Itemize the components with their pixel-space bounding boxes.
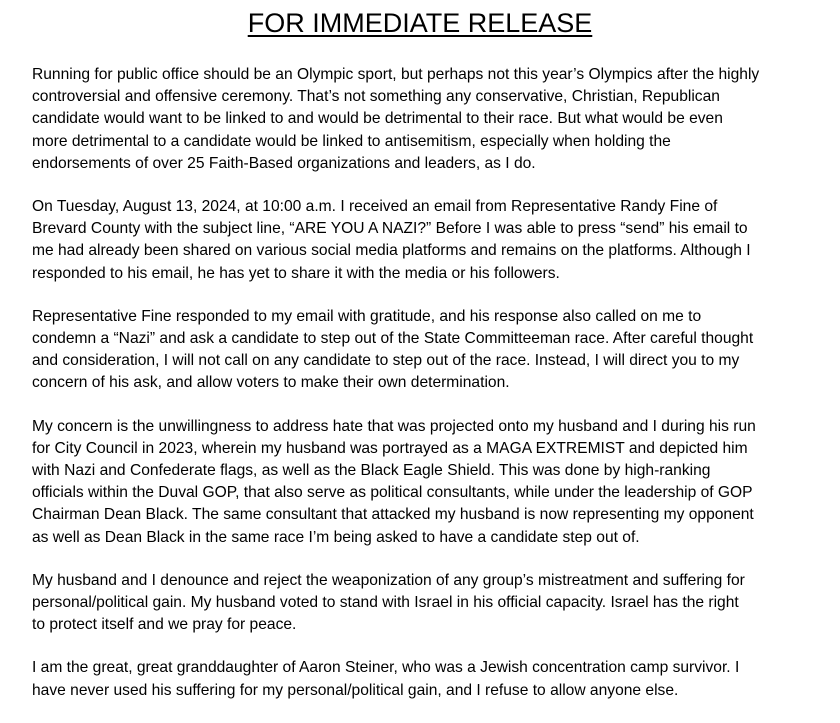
paragraph-line: responded to his email, he has yet to share it with the media or his followers. [32, 264, 560, 282]
document-body [32, 64, 822, 723]
paragraph-line: condemn a “Nazi” and ask a candidate to step out of the State Committeeman race. After careful thought [32, 330, 754, 348]
paragraph-line: have never used his suffering for my personal/political gain, and I refuse to allow anyone else. [32, 681, 679, 699]
paragraph-line: Chairman Dean Black. The same consultant that attacked my husband is now representing my opponent [32, 506, 754, 524]
paragraph-granddaughter [32, 657, 822, 701]
paragraph-olympic-sport [32, 64, 822, 175]
paragraph-line: as well as Dean Black in the same race I’m being asked to have a candidate step out of. [32, 528, 640, 546]
paragraph-line: with Nazi and Confederate flags, as well as the Black Eagle Shield. This was done by high-ranking [32, 462, 711, 480]
paragraph-denounce [32, 570, 822, 637]
paragraph-line: to protect itself and we pray for peace. [32, 616, 297, 634]
paragraph-line: concern of his ask, and allow voters to make their own determination. [32, 374, 510, 392]
paragraph-line: My husband and I denounce and reject the weaponization of any group’s mistreatment and suffering for [32, 571, 745, 589]
paragraph-line: Representative Fine responded to my email with gratitude, and his response also called on me to [32, 307, 702, 325]
paragraph-line: and consideration, I will not call on any candidate to step out of the race. Instead, I will direct you to my [32, 352, 740, 370]
paragraph-line: more detrimental to a candidate would be linked to antisemitism, especially when holding the [32, 132, 671, 150]
paragraph-line: controversial and offensive ceremony. That’s not something any conservative, Christian, Republican [32, 88, 720, 106]
paragraph-line: endorsements of over 25 Faith-Based organizations and leaders, as I do. [32, 154, 536, 172]
paragraph-line: My concern is the unwillingness to address hate that was projected onto my husband and I during his run [32, 417, 756, 435]
paragraph-line: personal/political gain. My husband voted to stand with Israel in his official capacity. Israel has the right [32, 594, 739, 612]
paragraph-fine-response [32, 306, 822, 395]
paragraph-line: Brevard County with the subject line, “ARE YOU A NAZI?” Before I was able to press “send” his email to [32, 220, 748, 238]
paragraph-line: candidate would want to be linked to and would be detrimental to their race. But what would be even [32, 110, 723, 128]
document-title: FOR IMMEDIATE RELEASE [247, 8, 593, 38]
paragraph-line: Running for public office should be an Olympic sport, but perhaps not this year’s Olympics after the highly [32, 66, 760, 83]
paragraph-line: I am the great, great granddaughter of Aaron Steiner, who was a Jewish concentration camp survivor. I [32, 659, 740, 677]
paragraph-email-received [32, 196, 822, 285]
paragraph-line: officials within the Duval GOP, that also serve as political consultants, while under the leadership of GOP [32, 484, 753, 502]
paragraph-line: On Tuesday, August 13, 2024, at 10:00 a.m. I received an email from Representative Randy Fine of [32, 198, 718, 216]
paragraph-line: for City Council in 2023, wherein my husband was portrayed as a MAGA EXTREMIST and depicted him [32, 439, 748, 457]
paragraph-line: me had already been shared on various social media platforms and remains on the platforms. Although I [32, 242, 751, 260]
paragraph-concern [32, 416, 822, 549]
